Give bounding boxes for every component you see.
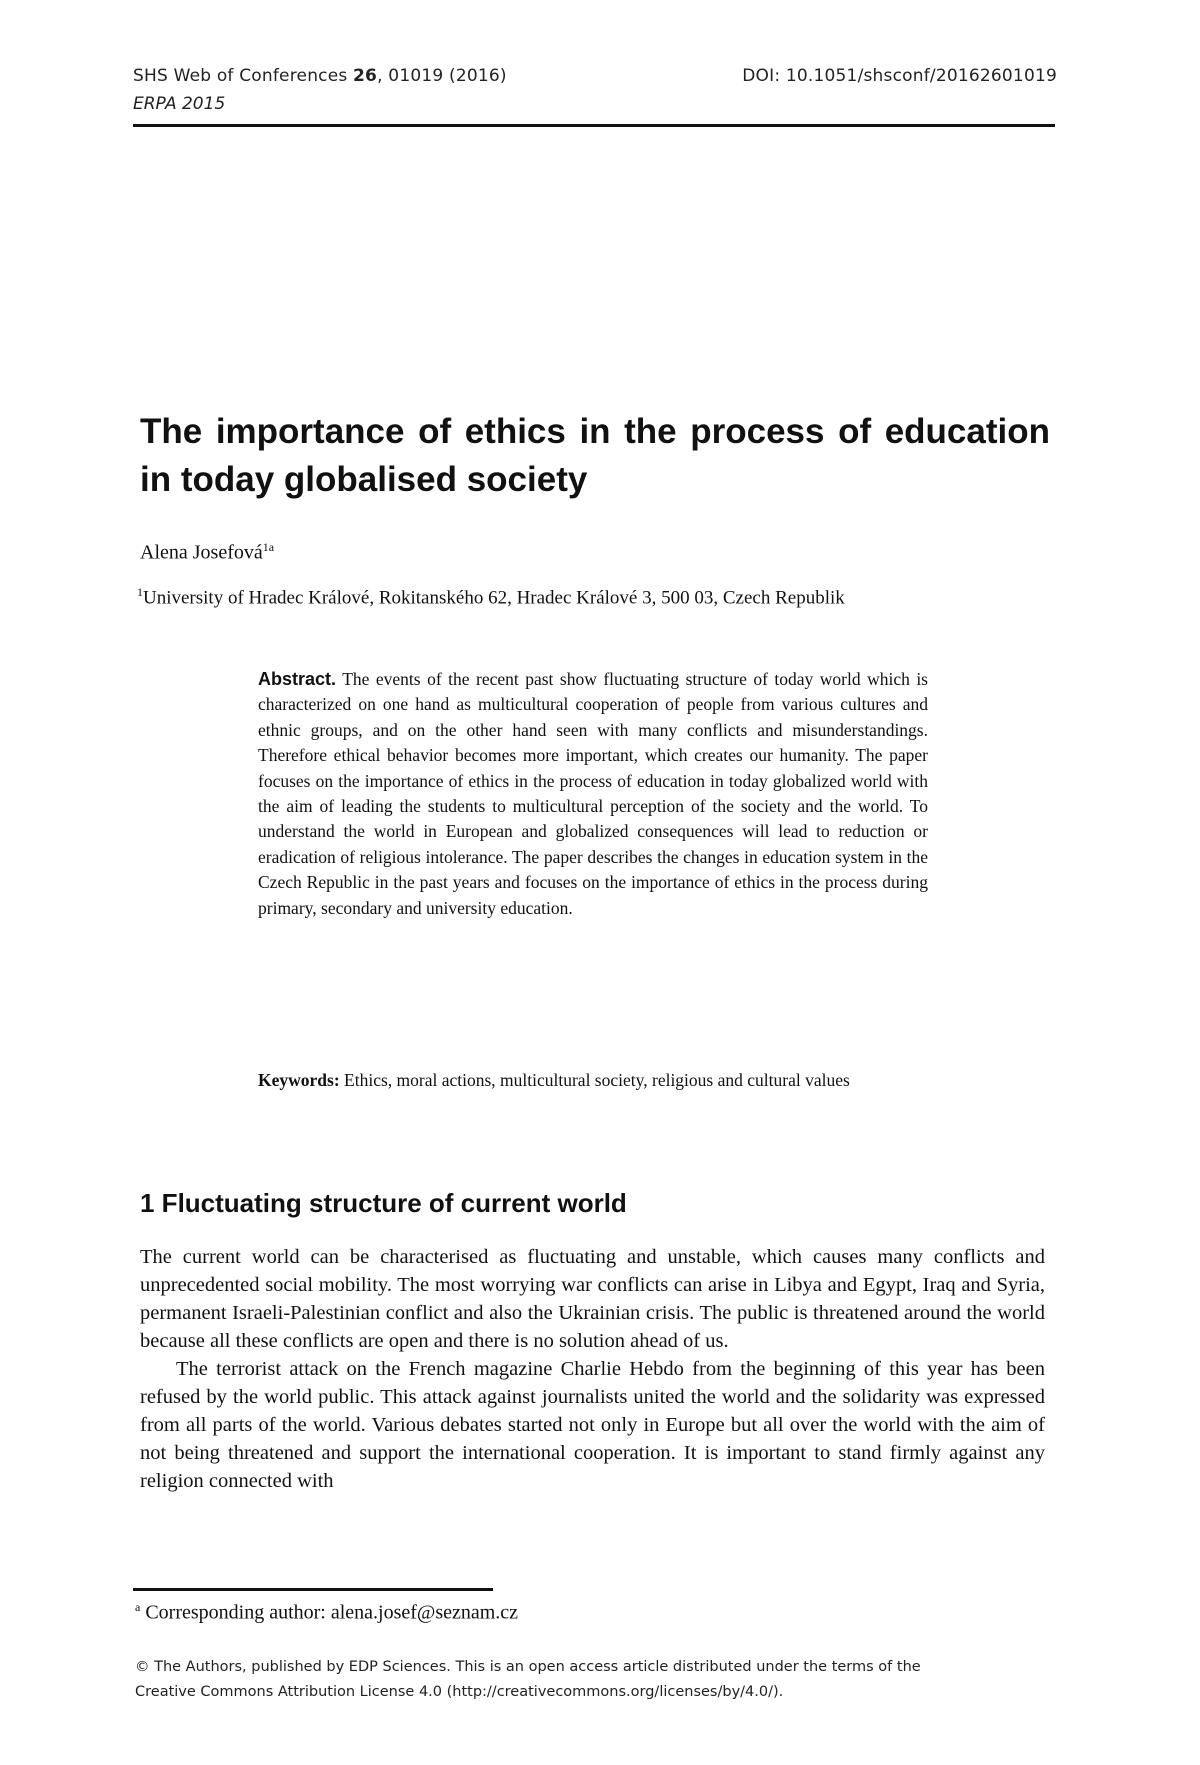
journal-volume: 26 [353,66,378,86]
paper-title: The importance of ethics in the process of education in today globalised society [140,412,1050,499]
section-body [140,1243,1045,1495]
abstract-text: The events of the recent past show fluctuating structure of today world which is characterized on one hand as multicultural cooperation of people from various cultures and ethnic groups, and on the other hand seen with many conflicts and misunderstandings. Therefore ethical behavior becomes more important, which creates our humanity. The paper focuses on the importance of ethics in the process of education in today globalized world with the aim of leading the students to multicultural perception of the society and the world. To understand the world in European and globalized consequences will lead to reduction or eradication of religious intolerance. The paper describes the changes in education system in the Czech Republic in the past years and focuses on the importance of ethics in the process during primary, secondary and university education. [258,669,928,918]
header-rule [133,124,1055,127]
keywords-text: Ethics, moral actions, multicultural society, religious and cultural values [339,1070,850,1090]
author-line [140,540,274,565]
footnote [135,1600,518,1625]
abstract-label: Abstract. [258,669,337,689]
journal-article-info: , 01019 (2016) [377,66,507,86]
keywords-block [258,1068,928,1093]
section-heading: 1 Fluctuating structure of current world [140,1188,627,1218]
affiliation-line [137,585,845,609]
footnote-text: Corresponding author: alena.josef@seznam.cz [140,1601,519,1624]
running-header-journal [133,66,507,86]
author-name: Alena Josefová [140,541,263,564]
abstract-block [258,667,928,921]
author-superscript: 1a [262,540,275,554]
journal-name: SHS Web of Conferences [133,66,354,86]
footnote-rule [133,1588,493,1591]
body-paragraph: The terrorist attack on the French magazine Charlie Hebdo from the beginning of this year has been refused by the world public. This attack against journalists united the world and the solidarity was expressed from all parts of the world. Various debates started not only in Europe but all over the world with the aim of not being threatened and support the international cooperation. It is important to stand firmly against any religion connected with [140,1358,1045,1492]
license-notice [135,1655,1060,1705]
running-header-conference: ERPA 2015 [133,94,226,114]
affiliation-text: University of Hradec Králové, Rokitanského 62, Hradec Králové 3, 500 03, Czech Republik [143,587,845,609]
footnote-marker: a [135,1600,141,1614]
running-header-doi: DOI: 10.1051/shsconf/20162601019 [742,66,1057,86]
license-line: © The Authors, published by EDP Sciences. This is an open access article distributed under the terms of the [135,1659,921,1675]
keywords-label: Keywords: [258,1070,340,1090]
affiliation-superscript: 1 [137,585,143,599]
license-line: Creative Commons Attribution License 4.0 (http://creativecommons.org/licenses/by/4.0/). [135,1684,784,1700]
body-paragraph: The current world can be characterised as fluctuating and unstable, which causes many conflicts and unprecedented social mobility. The most worrying war conflicts can arise in Libya and Egypt, Iraq and Syria, permanent Israeli-Palestinian conflict and also the Ukrainian crisis. The public is threatened around the world because all these conflicts are open and there is no solution ahead of us. [140,1246,1045,1352]
